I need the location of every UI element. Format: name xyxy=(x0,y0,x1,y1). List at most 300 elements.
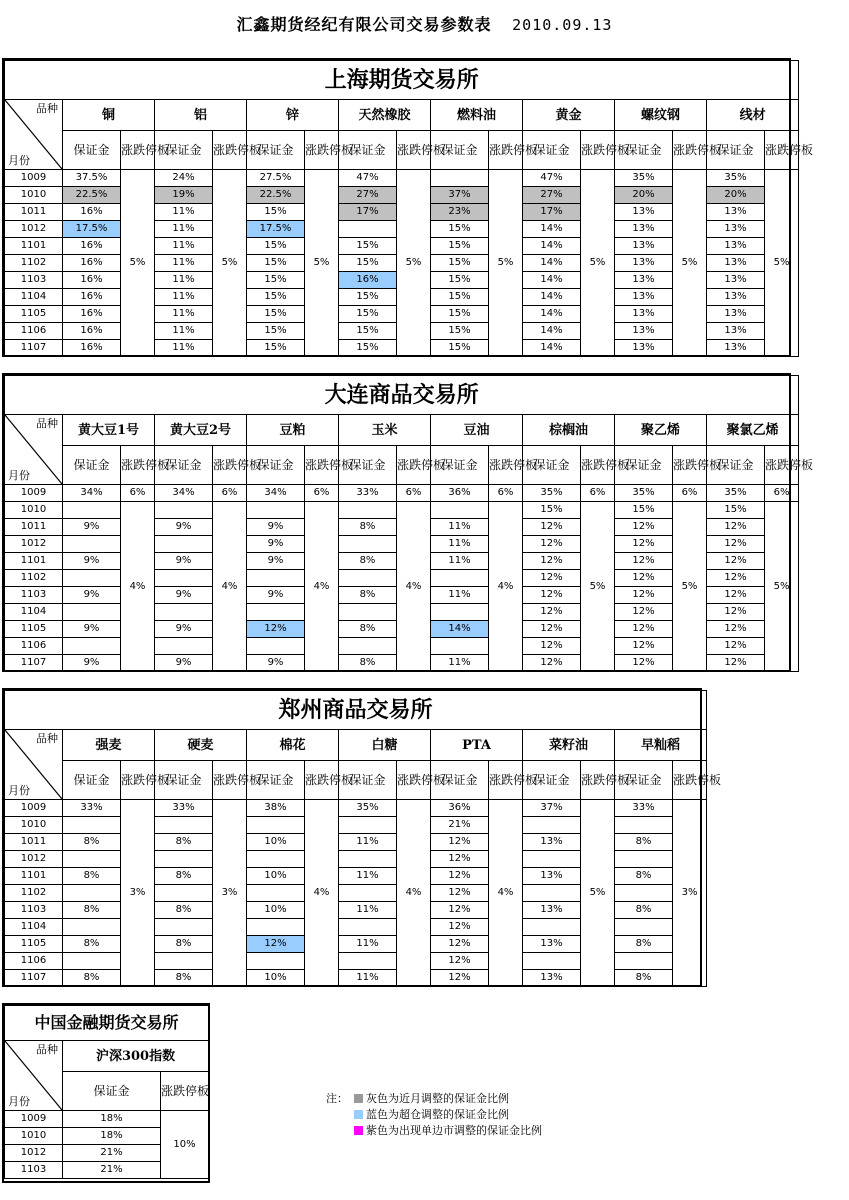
margin-cell: 15% xyxy=(431,238,489,255)
margin-cell: 37% xyxy=(523,800,581,817)
margin-header: 保证金 xyxy=(523,446,581,485)
limit-cell: 6% xyxy=(305,485,339,502)
limit-header: 涨跌停板 xyxy=(581,761,615,800)
limit-cell: 4% xyxy=(489,502,523,672)
limit-cell: 5% xyxy=(673,170,707,357)
margin-cell: 21% xyxy=(63,1162,161,1179)
margin-cell: 13% xyxy=(615,221,673,238)
limit-header: 涨跌停板 xyxy=(305,446,339,485)
margin-cell: 9% xyxy=(63,553,121,570)
product-name: 螺纹钢 xyxy=(615,100,707,131)
month-cell: 1010 xyxy=(5,187,63,204)
margin-cell: 9% xyxy=(63,621,121,638)
margin-cell: 36% xyxy=(431,485,489,502)
margin-cell: 11% xyxy=(339,834,397,851)
month-cell: 1009 xyxy=(5,485,63,502)
limit-header: 涨跌停板 xyxy=(489,761,523,800)
margin-cell: 22.5% xyxy=(63,187,121,204)
limit-cell: 5% xyxy=(581,800,615,987)
month-cell: 1106 xyxy=(5,953,63,970)
margin-cell: 15% xyxy=(247,323,305,340)
margin-cell xyxy=(431,502,489,519)
margin-cell: 12% xyxy=(431,851,489,868)
month-cell: 1107 xyxy=(5,340,63,357)
margin-cell: 16% xyxy=(63,340,121,357)
margin-cell: 8% xyxy=(339,655,397,672)
product-name: 豆油 xyxy=(431,415,523,446)
limit-cell: 4% xyxy=(121,502,155,672)
margin-cell xyxy=(155,570,213,587)
limit-header: 涨跌停板 xyxy=(213,446,247,485)
limit-cell: 4% xyxy=(489,800,523,987)
margin-header: 保证金 xyxy=(339,761,397,800)
product-name: 菜籽油 xyxy=(523,730,615,761)
product-name: 棕榈油 xyxy=(523,415,615,446)
margin-cell: 12% xyxy=(523,519,581,536)
month-cell: 1012 xyxy=(5,221,63,238)
margin-cell: 12% xyxy=(707,553,765,570)
limit-cell: 5% xyxy=(765,502,799,672)
month-cell: 1102 xyxy=(5,255,63,272)
corner-label-month: 月份 xyxy=(8,784,30,797)
margin-cell: 8% xyxy=(155,868,213,885)
margin-cell: 11% xyxy=(155,272,213,289)
limit-header: 涨跌停板 xyxy=(397,761,431,800)
margin-cell: 9% xyxy=(155,621,213,638)
limit-header: 涨跌停板 xyxy=(213,131,247,170)
product-name: 黄大豆1号 xyxy=(63,415,155,446)
margin-cell: 35% xyxy=(707,485,765,502)
month-cell: 1105 xyxy=(5,936,63,953)
margin-cell: 12% xyxy=(523,604,581,621)
table-row xyxy=(5,502,799,519)
month-cell: 1103 xyxy=(5,902,63,919)
exchange-title: 大连商品交易所 xyxy=(5,376,799,415)
margin-cell xyxy=(247,570,305,587)
limit-header: 涨跌停板 xyxy=(397,446,431,485)
margin-cell: 15% xyxy=(707,502,765,519)
margin-cell xyxy=(523,953,581,970)
limit-cell: 4% xyxy=(213,502,247,672)
product-name: 棉花 xyxy=(247,730,339,761)
header-corner-cell xyxy=(5,1041,63,1111)
product-name: 黄金 xyxy=(523,100,615,131)
month-cell: 1010 xyxy=(5,502,63,519)
margin-cell: 8% xyxy=(63,936,121,953)
margin-cell xyxy=(431,604,489,621)
margin-cell: 34% xyxy=(155,485,213,502)
margin-cell: 33% xyxy=(63,800,121,817)
product-name: 早籼稻 xyxy=(615,730,707,761)
margin-cell: 35% xyxy=(615,170,673,187)
margin-cell xyxy=(431,170,489,187)
margin-cell xyxy=(155,885,213,902)
margin-cell: 27.5% xyxy=(247,170,305,187)
margin-cell xyxy=(615,953,673,970)
limit-header: 涨跌停板 xyxy=(489,446,523,485)
margin-cell: 15% xyxy=(339,238,397,255)
margin-cell: 34% xyxy=(63,485,121,502)
month-cell: 1012 xyxy=(5,536,63,553)
limit-header: 涨跌停板 xyxy=(581,446,615,485)
product-name: 豆粕 xyxy=(247,415,339,446)
limit-cell: 5% xyxy=(397,170,431,357)
margin-cell: 8% xyxy=(63,970,121,987)
margin-header: 保证金 xyxy=(615,131,673,170)
margin-cell: 9% xyxy=(247,519,305,536)
margin-cell: 27% xyxy=(339,187,397,204)
margin-cell: 9% xyxy=(247,655,305,672)
margin-header: 保证金 xyxy=(431,446,489,485)
margin-cell: 12% xyxy=(247,621,305,638)
product-name: 天然橡胶 xyxy=(339,100,431,131)
limit-cell: 5% xyxy=(213,170,247,357)
month-cell: 1101 xyxy=(5,868,63,885)
table-row xyxy=(5,1111,209,1128)
margin-cell xyxy=(155,536,213,553)
margin-cell: 12% xyxy=(615,655,673,672)
margin-cell: 13% xyxy=(707,289,765,306)
margin-cell: 12% xyxy=(615,570,673,587)
margin-cell: 11% xyxy=(339,902,397,919)
margin-cell: 47% xyxy=(523,170,581,187)
margin-cell: 8% xyxy=(155,936,213,953)
margin-cell: 10% xyxy=(247,834,305,851)
margin-cell: 17.5% xyxy=(247,221,305,238)
limit-cell: 4% xyxy=(305,502,339,672)
limit-cell: 5% xyxy=(121,170,155,357)
margin-cell: 12% xyxy=(431,953,489,970)
margin-cell: 9% xyxy=(247,587,305,604)
margin-cell: 15% xyxy=(247,272,305,289)
margin-cell: 13% xyxy=(523,868,581,885)
month-cell: 1104 xyxy=(5,604,63,621)
table-row xyxy=(5,170,799,187)
margin-cell: 12% xyxy=(431,902,489,919)
cffex-table-block xyxy=(2,1003,210,1183)
margin-cell: 12% xyxy=(523,621,581,638)
margin-cell: 11% xyxy=(431,519,489,536)
margin-cell: 12% xyxy=(523,536,581,553)
margin-cell: 15% xyxy=(431,306,489,323)
product-name: 铜 xyxy=(63,100,155,131)
margin-cell: 14% xyxy=(523,289,581,306)
margin-cell: 8% xyxy=(155,834,213,851)
margin-cell: 13% xyxy=(707,204,765,221)
month-cell: 1102 xyxy=(5,570,63,587)
margin-cell: 27% xyxy=(523,187,581,204)
margin-cell: 15% xyxy=(615,502,673,519)
margin-cell: 9% xyxy=(155,519,213,536)
margin-header: 保证金 xyxy=(155,446,213,485)
margin-cell xyxy=(63,604,121,621)
margin-cell: 11% xyxy=(155,221,213,238)
margin-cell xyxy=(431,570,489,587)
limit-cell: 5% xyxy=(765,170,799,357)
margin-cell xyxy=(523,885,581,902)
margin-cell: 11% xyxy=(431,536,489,553)
margin-cell: 8% xyxy=(339,621,397,638)
limit-header: 涨跌停板 xyxy=(581,131,615,170)
margin-cell: 14% xyxy=(523,323,581,340)
margin-cell xyxy=(615,919,673,936)
margin-cell: 16% xyxy=(63,204,121,221)
margin-header: 保证金 xyxy=(155,131,213,170)
margin-cell: 8% xyxy=(63,902,121,919)
margin-cell: 12% xyxy=(707,587,765,604)
margin-cell: 10% xyxy=(247,970,305,987)
limit-header: 涨跌停板 xyxy=(121,761,155,800)
margin-cell: 13% xyxy=(707,255,765,272)
product-name: 白糖 xyxy=(339,730,431,761)
margin-cell: 14% xyxy=(523,306,581,323)
limit-header: 涨跌停板 xyxy=(489,131,523,170)
margin-cell: 21% xyxy=(431,817,489,834)
margin-cell: 11% xyxy=(431,553,489,570)
limit-cell: 4% xyxy=(397,502,431,672)
limit-cell: 10% xyxy=(161,1111,209,1179)
margin-header: 保证金 xyxy=(247,446,305,485)
month-cell: 1009 xyxy=(5,1111,63,1128)
margin-cell: 8% xyxy=(615,902,673,919)
margin-cell: 38% xyxy=(247,800,305,817)
margin-cell: 8% xyxy=(615,868,673,885)
margin-cell: 18% xyxy=(63,1111,161,1128)
limit-header: 涨跌停板 xyxy=(397,131,431,170)
month-cell: 1012 xyxy=(5,1145,63,1162)
margin-cell: 37.5% xyxy=(63,170,121,187)
product-name: 强麦 xyxy=(63,730,155,761)
margin-cell: 12% xyxy=(615,621,673,638)
limit-cell: 6% xyxy=(673,485,707,502)
product-name: 聚氯乙烯 xyxy=(707,415,799,446)
margin-cell xyxy=(615,817,673,834)
cffex-table xyxy=(4,1005,209,1179)
month-cell: 1009 xyxy=(5,800,63,817)
margin-cell xyxy=(155,638,213,655)
month-cell: 1011 xyxy=(5,834,63,851)
month-cell: 1011 xyxy=(5,204,63,221)
product-name: 锌 xyxy=(247,100,339,131)
margin-cell: 9% xyxy=(247,536,305,553)
limit-cell: 6% xyxy=(213,485,247,502)
margin-cell: 12% xyxy=(615,553,673,570)
margin-cell: 22.5% xyxy=(247,187,305,204)
corner-label-month: 月份 xyxy=(8,1095,30,1108)
limit-cell: 5% xyxy=(673,502,707,672)
margin-cell: 11% xyxy=(339,936,397,953)
margin-header: 保证金 xyxy=(63,1072,161,1111)
margin-cell xyxy=(339,919,397,936)
margin-cell: 12% xyxy=(615,536,673,553)
header-corner-cell xyxy=(5,100,63,170)
margin-cell: 9% xyxy=(63,655,121,672)
margin-cell: 15% xyxy=(247,255,305,272)
margin-cell: 8% xyxy=(339,587,397,604)
margin-cell: 8% xyxy=(615,936,673,953)
margin-cell: 15% xyxy=(247,340,305,357)
margin-cell: 37% xyxy=(431,187,489,204)
product-name: 燃料油 xyxy=(431,100,523,131)
margin-cell xyxy=(247,919,305,936)
note-text: 紫色为出现单边市调整的保证金比例 xyxy=(366,1124,542,1137)
limit-cell: 5% xyxy=(305,170,339,357)
margin-cell: 20% xyxy=(615,187,673,204)
margin-cell: 35% xyxy=(339,800,397,817)
note-text: 灰色为近月调整的保证金比例 xyxy=(366,1092,509,1105)
margin-cell: 11% xyxy=(155,340,213,357)
margin-cell: 18% xyxy=(63,1128,161,1145)
margin-cell: 13% xyxy=(707,340,765,357)
margin-cell: 15% xyxy=(247,238,305,255)
shfe-table-block xyxy=(2,58,814,357)
margin-cell: 8% xyxy=(339,519,397,536)
margin-cell: 12% xyxy=(615,587,673,604)
margin-cell: 12% xyxy=(523,553,581,570)
limit-header: 涨跌停板 xyxy=(673,761,707,800)
margin-cell xyxy=(63,885,121,902)
limit-header: 涨跌停板 xyxy=(121,446,155,485)
margin-cell: 13% xyxy=(523,834,581,851)
margin-cell: 8% xyxy=(615,834,673,851)
month-cell: 1106 xyxy=(5,638,63,655)
margin-cell xyxy=(339,502,397,519)
margin-cell: 24% xyxy=(155,170,213,187)
czce-table xyxy=(4,690,722,987)
limit-header: 涨跌停板 xyxy=(305,131,339,170)
title-date: 2010.09.13 xyxy=(512,16,613,34)
month-cell: 1103 xyxy=(5,272,63,289)
dce-table-block xyxy=(2,373,814,672)
margin-cell: 16% xyxy=(63,238,121,255)
margin-header: 保证金 xyxy=(615,761,673,800)
czce-table-block xyxy=(2,688,722,987)
margin-cell xyxy=(63,502,121,519)
margin-cell: 17% xyxy=(523,204,581,221)
margin-cell: 14% xyxy=(523,340,581,357)
title-text: 汇鑫期货经纪有限公司交易参数表 xyxy=(236,15,492,34)
month-cell: 1010 xyxy=(5,817,63,834)
margin-cell: 15% xyxy=(431,255,489,272)
month-cell: 1101 xyxy=(5,553,63,570)
margin-cell: 12% xyxy=(707,655,765,672)
limit-header: 涨跌停板 xyxy=(673,446,707,485)
limit-cell: 3% xyxy=(121,800,155,987)
limit-header: 涨跌停板 xyxy=(673,131,707,170)
product-name: 玉米 xyxy=(339,415,431,446)
margin-cell xyxy=(63,953,121,970)
month-cell: 1103 xyxy=(5,1162,63,1179)
margin-cell xyxy=(339,570,397,587)
limit-cell: 4% xyxy=(305,800,339,987)
month-cell: 1010 xyxy=(5,1128,63,1145)
limit-cell: 6% xyxy=(121,485,155,502)
product-name: 黄大豆2号 xyxy=(155,415,247,446)
margin-header: 保证金 xyxy=(63,131,121,170)
margin-cell: 13% xyxy=(523,902,581,919)
margin-cell: 12% xyxy=(615,519,673,536)
month-cell: 1103 xyxy=(5,587,63,604)
margin-cell xyxy=(523,851,581,868)
margin-cell: 13% xyxy=(523,970,581,987)
margin-cell: 17.5% xyxy=(63,221,121,238)
margin-cell: 15% xyxy=(431,340,489,357)
margin-cell xyxy=(155,851,213,868)
limit-cell: 5% xyxy=(489,170,523,357)
table-row xyxy=(5,485,799,502)
margin-cell: 13% xyxy=(707,323,765,340)
margin-cell: 11% xyxy=(431,587,489,604)
month-cell: 1102 xyxy=(5,885,63,902)
margin-cell: 15% xyxy=(431,323,489,340)
margin-header: 保证金 xyxy=(63,761,121,800)
month-cell: 1105 xyxy=(5,621,63,638)
note-text: 蓝色为超仓调整的保证金比例 xyxy=(366,1108,509,1121)
margin-cell: 12% xyxy=(431,936,489,953)
margin-cell xyxy=(155,502,213,519)
margin-cell: 13% xyxy=(615,272,673,289)
margin-cell: 12% xyxy=(431,970,489,987)
exchange-title: 中国金融期货交易所 xyxy=(5,1006,209,1041)
margin-cell: 12% xyxy=(707,604,765,621)
margin-cell: 35% xyxy=(707,170,765,187)
margin-cell: 11% xyxy=(431,655,489,672)
margin-cell xyxy=(63,919,121,936)
margin-cell: 15% xyxy=(247,289,305,306)
limit-cell: 5% xyxy=(581,170,615,357)
margin-cell: 10% xyxy=(247,868,305,885)
margin-cell xyxy=(615,851,673,868)
margin-cell: 12% xyxy=(707,536,765,553)
margin-cell: 9% xyxy=(155,553,213,570)
shfe-table xyxy=(4,60,814,357)
limit-cell: 6% xyxy=(489,485,523,502)
margin-cell: 12% xyxy=(523,638,581,655)
margin-cell: 16% xyxy=(63,272,121,289)
margin-cell xyxy=(155,817,213,834)
note-prefix: 注： xyxy=(326,1092,348,1105)
margin-cell: 15% xyxy=(339,306,397,323)
margin-cell xyxy=(63,570,121,587)
margin-cell: 15% xyxy=(431,272,489,289)
margin-cell: 11% xyxy=(155,255,213,272)
margin-cell: 11% xyxy=(155,289,213,306)
product-name: 铝 xyxy=(155,100,247,131)
margin-cell: 11% xyxy=(155,306,213,323)
margin-header: 保证金 xyxy=(247,761,305,800)
margin-cell: 13% xyxy=(615,323,673,340)
margin-cell: 14% xyxy=(523,272,581,289)
margin-cell: 47% xyxy=(339,170,397,187)
margin-cell: 33% xyxy=(155,800,213,817)
margin-cell: 11% xyxy=(339,868,397,885)
margin-cell: 12% xyxy=(523,655,581,672)
table-row xyxy=(5,800,707,817)
note-row-magenta xyxy=(326,1122,542,1138)
margin-cell: 35% xyxy=(523,485,581,502)
margin-cell: 13% xyxy=(615,306,673,323)
month-cell: 1104 xyxy=(5,289,63,306)
margin-cell xyxy=(523,817,581,834)
margin-cell: 15% xyxy=(339,323,397,340)
margin-cell: 15% xyxy=(339,255,397,272)
margin-cell: 13% xyxy=(707,221,765,238)
margin-cell: 16% xyxy=(63,289,121,306)
margin-cell: 11% xyxy=(155,204,213,221)
margin-cell: 12% xyxy=(431,868,489,885)
margin-cell: 33% xyxy=(615,800,673,817)
margin-cell xyxy=(63,536,121,553)
